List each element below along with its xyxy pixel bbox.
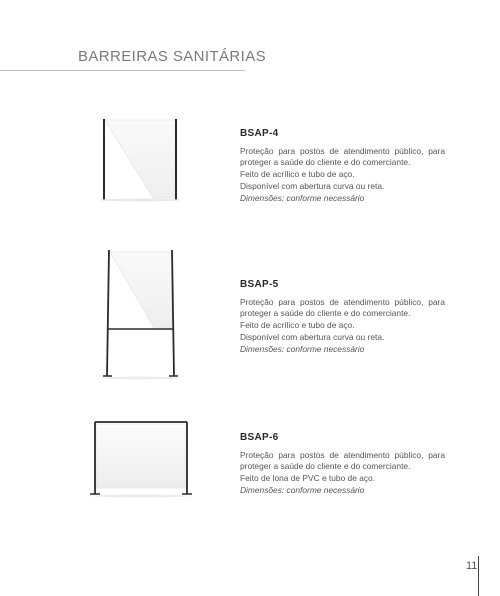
product-dimensions: Dimensões: conforme necessário [240, 193, 365, 204]
product-code: BSAP-5 [240, 279, 279, 290]
product-bsap-5 [240, 279, 445, 355]
product-code: BSAP-6 [240, 432, 279, 443]
product-description: Proteção para postos de atendimento público, para proteger a saúde do cliente e do comerciante. [240, 146, 445, 168]
bsap-4-image [95, 118, 185, 202]
product-dimensions: Dimensões: conforme necessário [240, 344, 365, 355]
product-availability: Disponível com abertura curva ou reta. [240, 332, 385, 343]
product-material: Feito de lona de PVC e tubo de aço. [240, 473, 376, 484]
product-bsap-4 [240, 128, 445, 204]
page-number: 11 [466, 560, 478, 572]
page-number-divider [478, 556, 479, 596]
product-bsap-6 [240, 432, 445, 496]
bsap-5-image [100, 248, 180, 380]
product-description: Proteção para postos de atendimento público, para proteger a saúde do cliente e do comerciante. [240, 297, 445, 319]
product-availability: Disponível com abertura curva ou reta. [240, 181, 385, 192]
product-description: Proteção para postos de atendimento público, para proteger a saúde do cliente e do comerciante. [240, 450, 445, 472]
page-title: BARREIRAS SANITÁRIAS [78, 48, 267, 65]
product-code: BSAP-4 [240, 128, 279, 139]
product-material: Feito de acrílico e tubo de aço. [240, 320, 355, 331]
bsap-6-image [88, 418, 194, 498]
product-material: Feito de acrílico e tubo de aço. [240, 169, 355, 180]
header-divider [0, 70, 245, 71]
product-dimensions: Dimensões: conforme necessário [240, 485, 365, 496]
